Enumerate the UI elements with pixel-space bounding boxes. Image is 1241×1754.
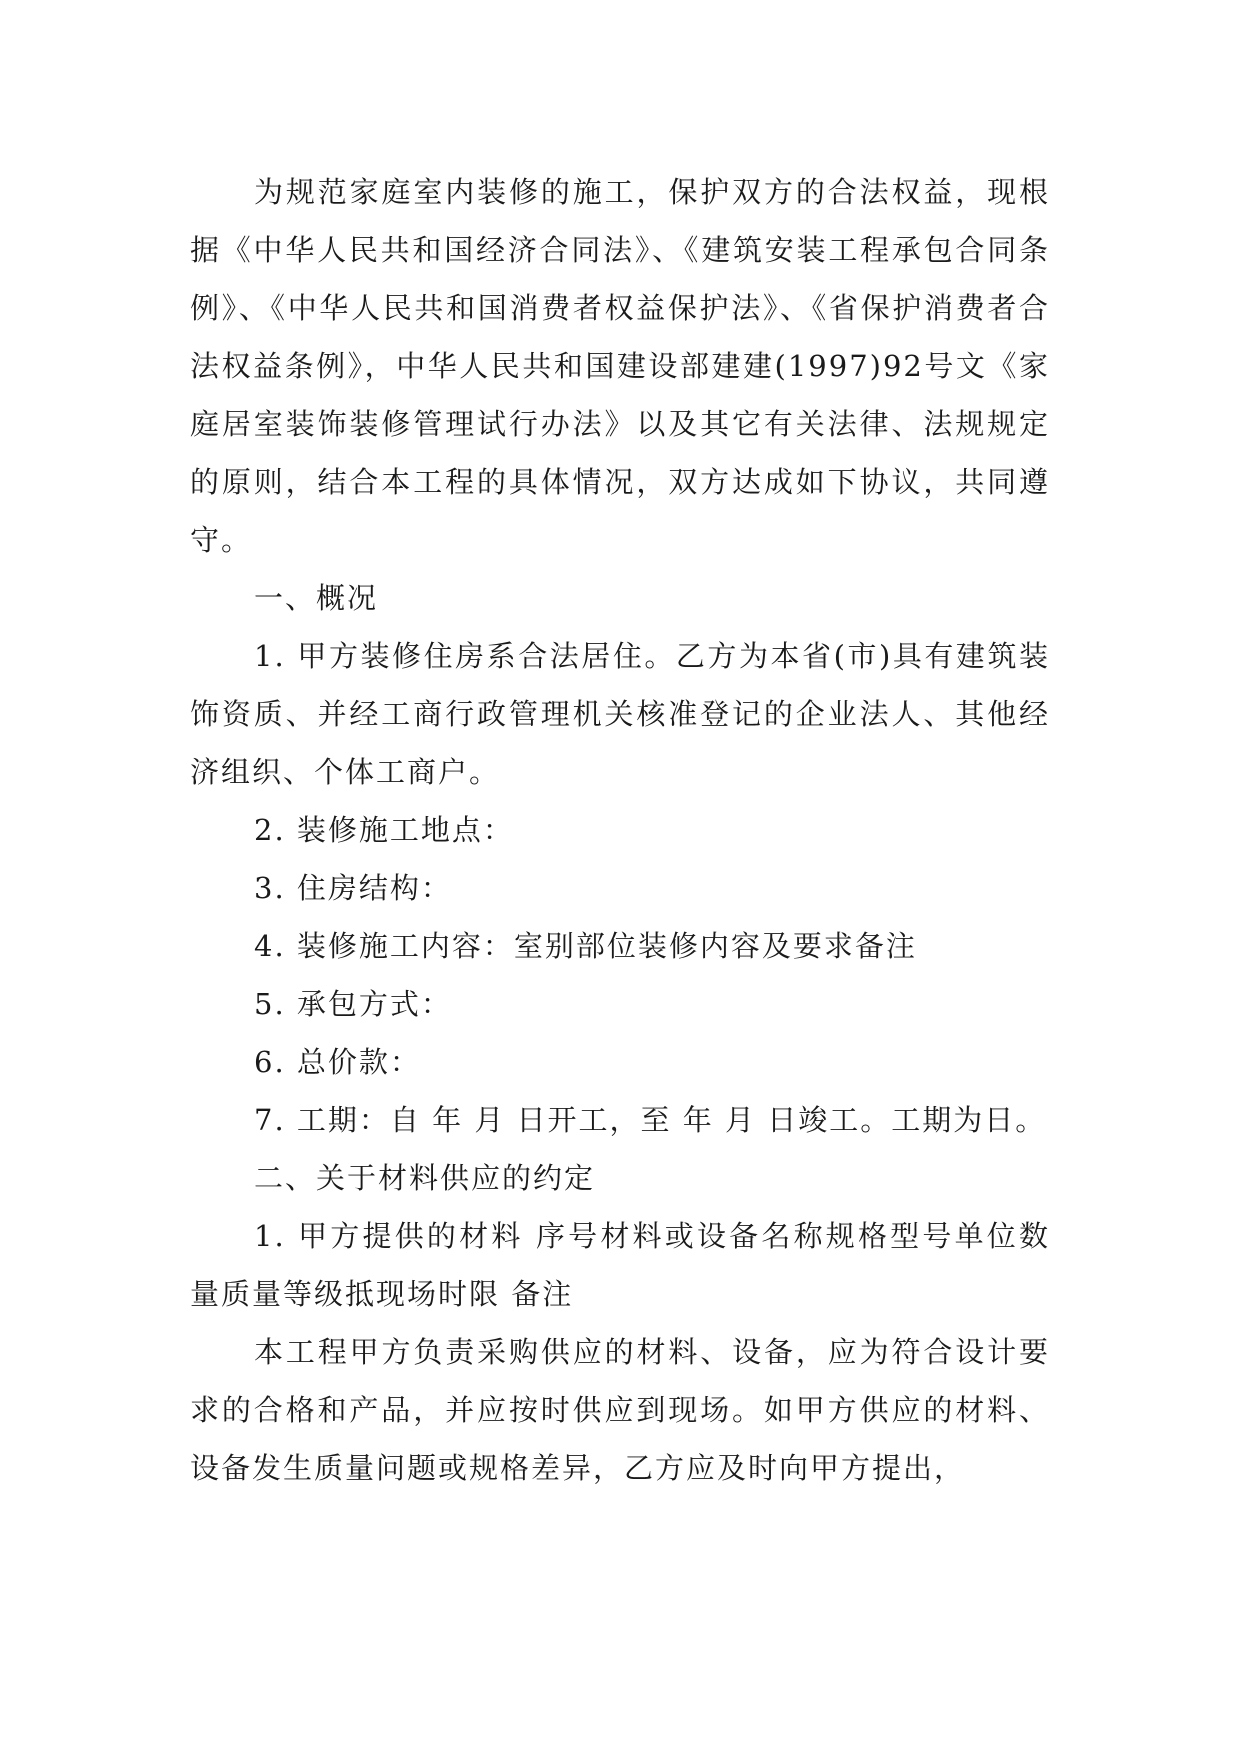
- clause-2-1: 1. 甲方提供的材料 序号材料或设备名称规格型号单位数量质量等级抵现场时限 备注: [190, 1219, 1050, 1311]
- clause-1-7: 7. 工期：自 年 月 日开工，至 年 月 日竣工。工期为日。: [254, 1103, 1047, 1137]
- clause-1-3: 3. 住房结构：: [254, 871, 452, 905]
- clause-1-6: 6. 总价款：: [254, 1045, 421, 1079]
- section-heading-overview: 一、概况: [254, 581, 379, 615]
- document-body: [190, 163, 1050, 1497]
- clause-1-2: 2. 装修施工地点：: [254, 813, 514, 847]
- clause-1-1: 1. 甲方装修住房系合法居住。乙方为本省(市)具有建筑装饰资质、并经工商行政管理机关核准登记的企业法人、其他经济组织、个体工商户。: [190, 639, 1050, 789]
- materials-paragraph: 本工程甲方负责采购供应的材料、设备，应为符合设计要求的合格和产品，并应按时供应到现场。如甲方供应的材料、设备发生质量问题或规格差异，乙方应及时向甲方提出，: [190, 1335, 1050, 1485]
- clause-1-5: 5. 承包方式：: [254, 987, 452, 1021]
- intro-paragraph: 为规范家庭室内装修的施工，保护双方的合法权益，现根据《中华人民共和国经济合同法》、《建筑安装工程承包合同条例》、《中华人民共和国消费者权益保护法》、《省保护消费者合法权益条例》，中华人民共和国建设部建建(1997)92号文《家庭居室装饰装修管理试行办法》以及其它有关法律、法规规定的原则，结合本工程的具体情况，双方达成如下协议，共同遵守。: [190, 175, 1050, 557]
- clause-1-4: 4. 装修施工内容：室别部位装修内容及要求备注: [254, 929, 917, 963]
- section-heading-materials: 二、关于材料供应的约定: [254, 1161, 596, 1195]
